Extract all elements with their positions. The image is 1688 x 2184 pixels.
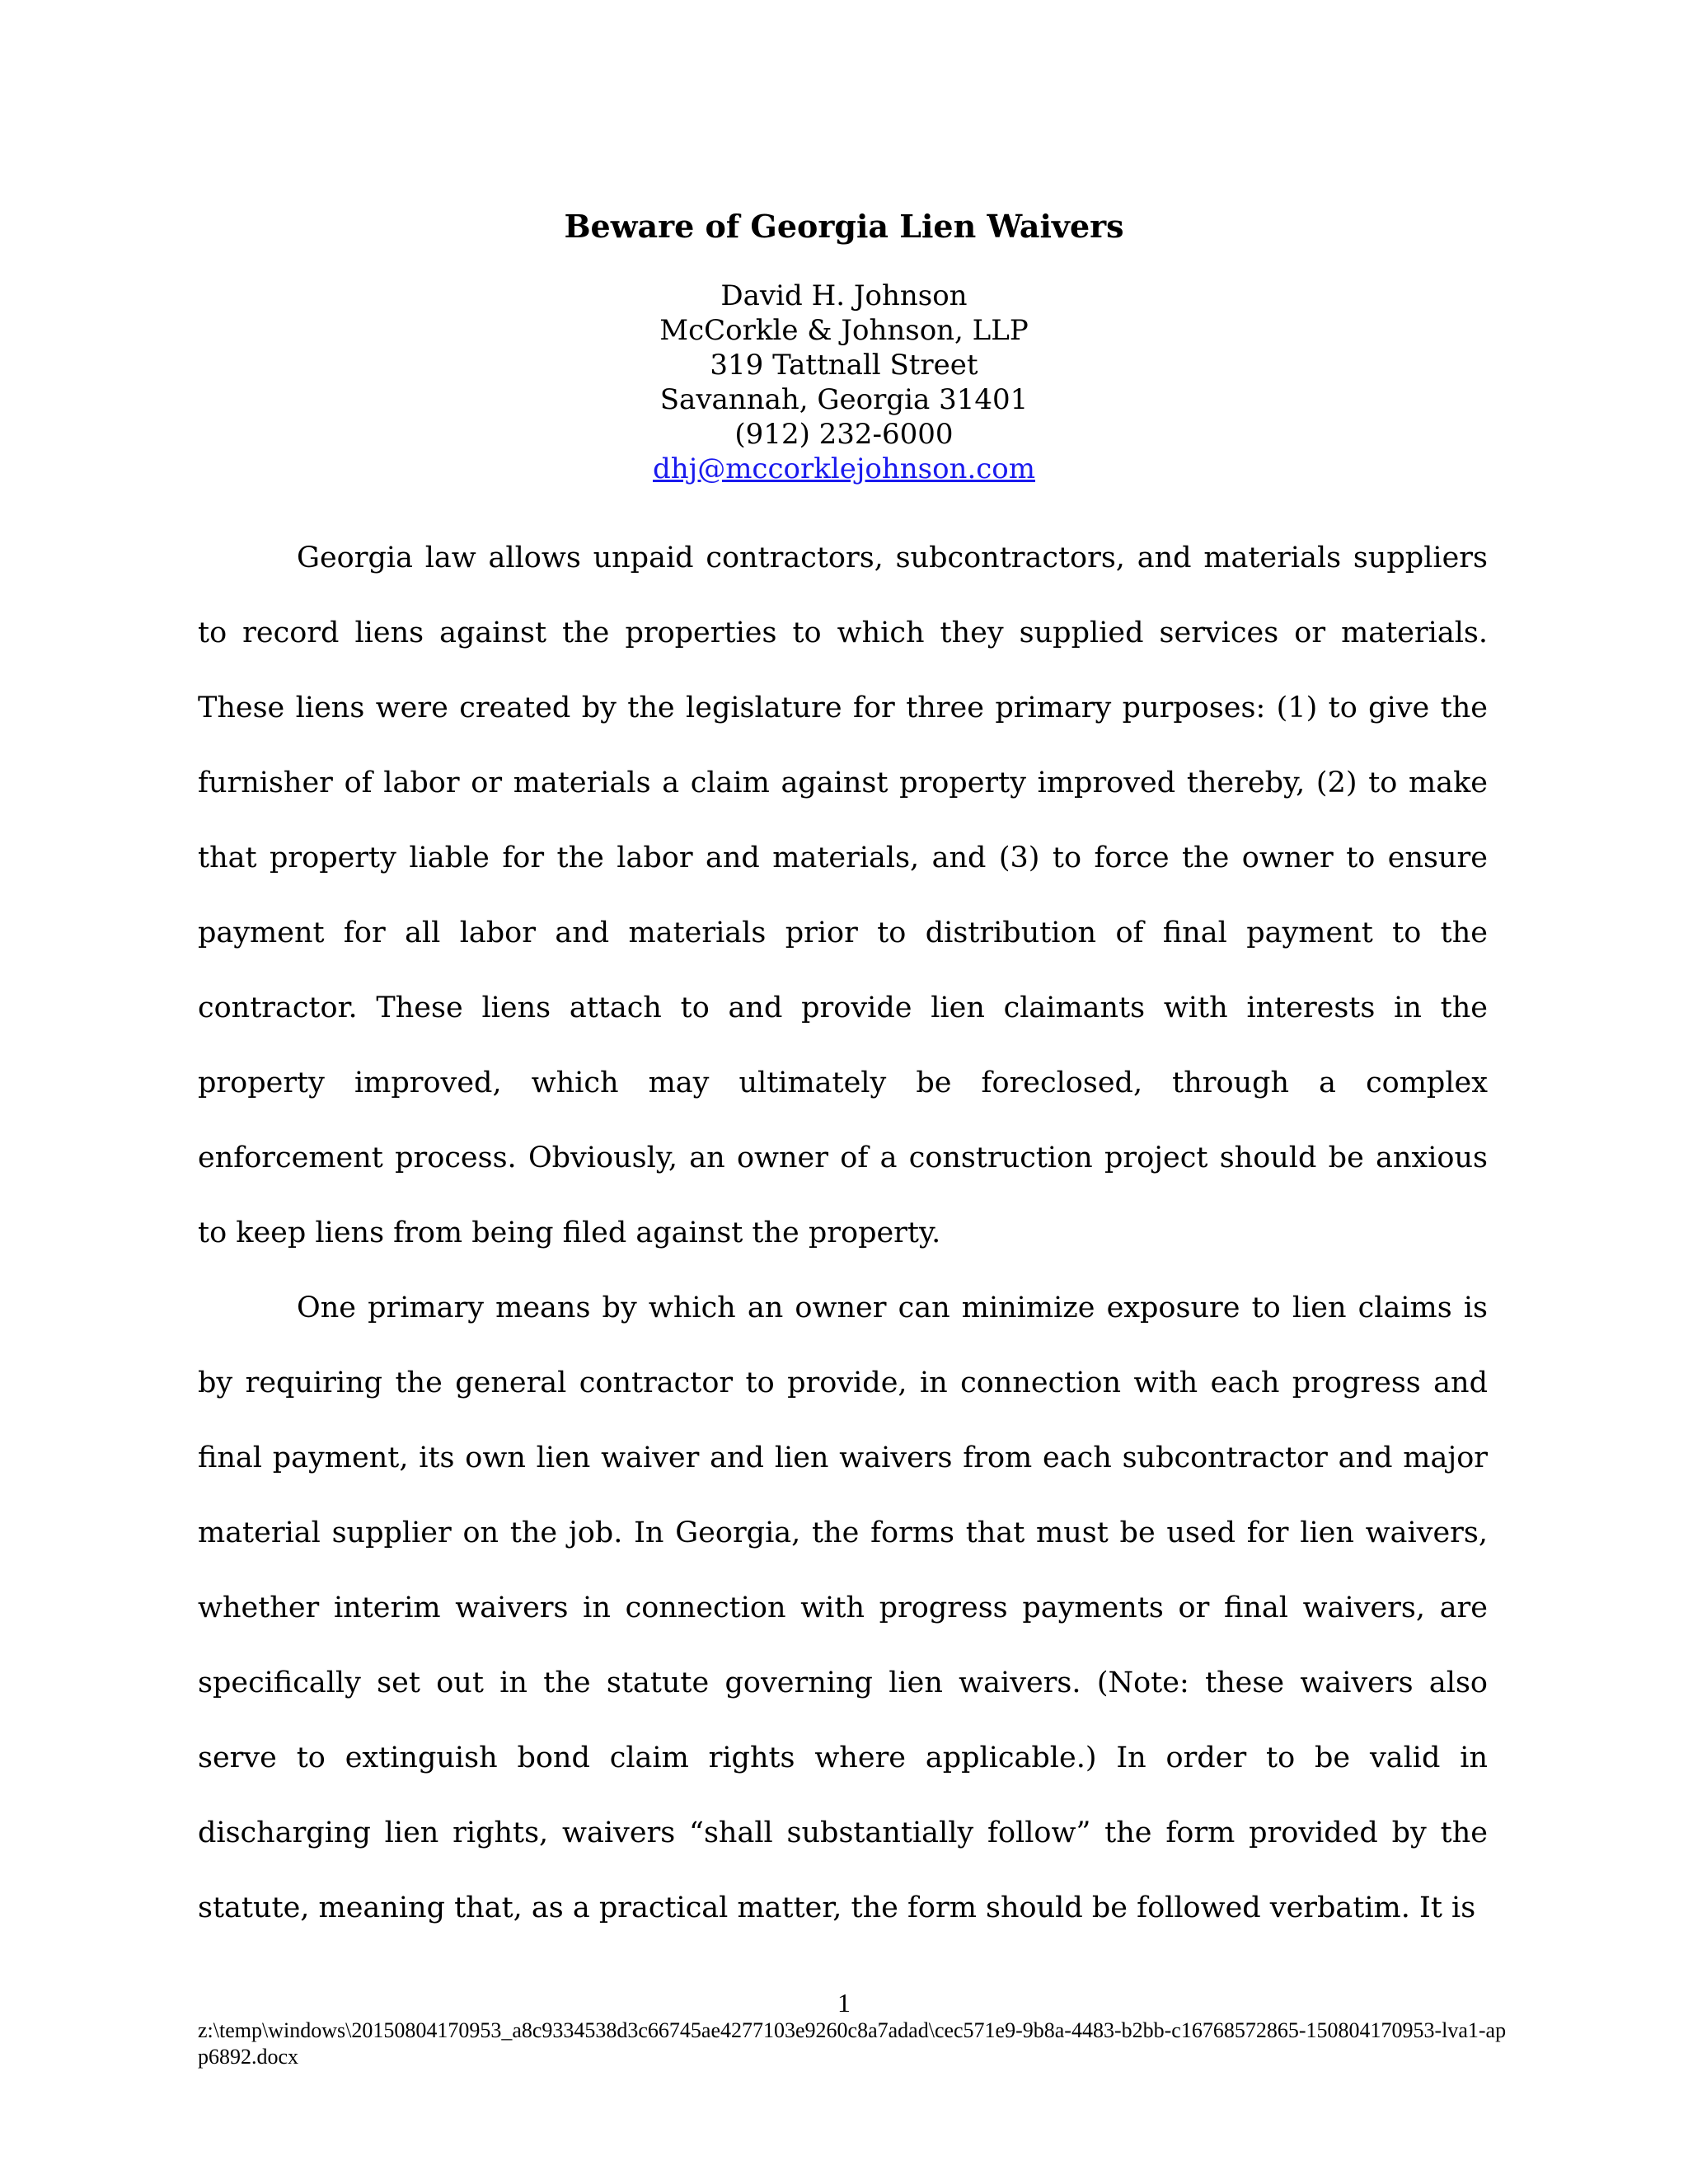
body-paragraph-2: One primary means by which an owner can minimize exposure to lien claims is by requiring the general contractor to provide, in connection with each progress and final payment, its own lien waiver and lien waivers from each subcontractor and major material supplier on the job. In Georgia, the forms that must be used for lien waivers, whether interim waivers in connection with progress payments or final waivers, are specifically set out in the statute governing lien waivers. (Note: these waivers also serve to extinguish bond claim rights where applicable.) In order to be valid in discharging lien rights, waivers “shall substantially follow” the form provided by the statute, meaning that, as a practical matter, the form should be followed verbatim. It is bbox=[198, 1291, 1488, 1924]
footer-file-path: z:\temp\windows\20150804170953_a8c9334538d3c66745ae4277103e9260c8a7adad\cec571e9-9b8a-4483-b2bb-c16768572865-150804170953-lva1-app6892.docx bbox=[198, 2018, 1507, 2069]
author-block bbox=[0, 279, 1688, 486]
author-firm: McCorkle & Johnson, LLP bbox=[659, 314, 1029, 347]
author-street: 319 Tattnall Street bbox=[710, 349, 978, 382]
document-title: Beware of Georgia Lien Waivers bbox=[564, 208, 1124, 245]
author-email-link[interactable]: dhj@mccorklejohnson.com bbox=[652, 452, 1036, 485]
document-body bbox=[198, 521, 1488, 1946]
author-name: David H. Johnson bbox=[720, 279, 968, 312]
page-number: 1 bbox=[837, 1988, 851, 2018]
author-city: Savannah, Georgia 31401 bbox=[659, 383, 1029, 416]
author-phone: (912) 232-6000 bbox=[734, 418, 954, 451]
body-paragraph-1: Georgia law allows unpaid contractors, subcontractors, and materials suppliers to record liens against the properties to which they supplied services or materials. These liens were created by the legislature for three primary purposes: (1) to give the furnisher of labor or materials a claim against property improved thereby, (2) to make that property liable for the labor and materials, and (3) to force the owner to ensure payment for all labor and materials prior to distribution of final payment to the contractor. These liens attach to and provide lien claimants with interests in the property improved, which may ultimately be foreclosed, through a complex enforcement process. Obviously, an owner of a construction project should be anxious to keep liens from being filed against the property. bbox=[198, 541, 1488, 1249]
